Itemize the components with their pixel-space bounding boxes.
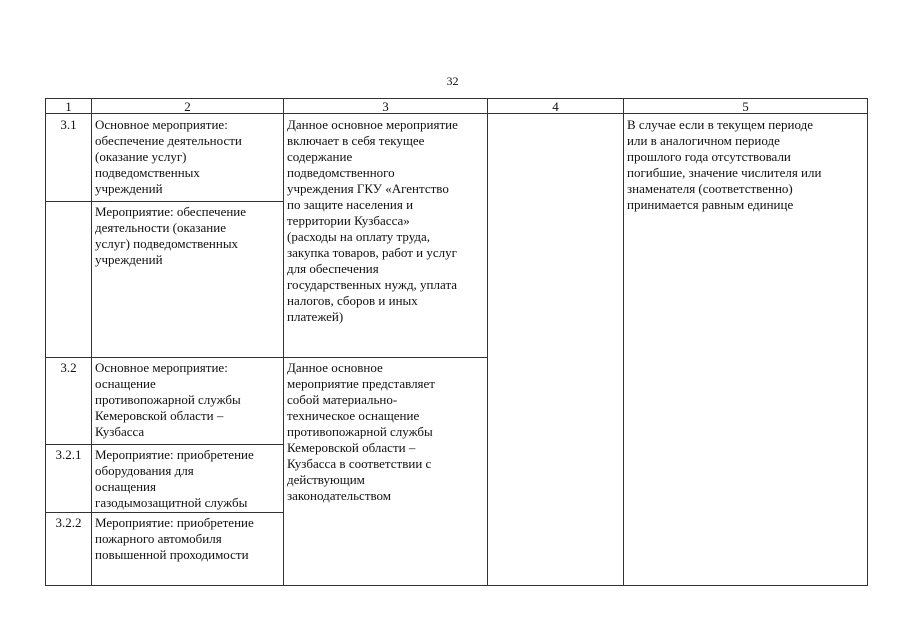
- row-number: 3.2.1: [55, 447, 82, 462]
- header-col-5: 5: [742, 99, 749, 113]
- calculation-note: В случае если в текущем периоде или в аналогичном периоде прошлого года отсутствовали погибшие, значение числителя или знаменателя (соответственно) принимается равным единице: [627, 117, 822, 212]
- table-border-bottom: [45, 585, 868, 586]
- measure-name: Мероприятие: приобретение оборудования для оснащения газодымозащитной службы: [95, 447, 254, 510]
- row-number: 3.2: [60, 360, 77, 375]
- measure-description: Данное основное мероприятие представляет собой материально- техническое оснащение противопожарной службы Кемеровской области – Кузбасса в соответствии с действующим законодательством: [287, 360, 435, 503]
- measures-table: [45, 98, 868, 586]
- measure-name: Мероприятие: обеспечение деятельности (оказание услуг) подведомственных учреждений: [95, 204, 247, 267]
- header-col-1: 1: [65, 99, 72, 113]
- col-4-cell: [488, 115, 623, 585]
- header-divider: [45, 113, 868, 114]
- measure-name: Основное мероприятие: оснащение противопожарной службы Кемеровской области – Кузбасса: [95, 360, 241, 439]
- measure-name: Основное мероприятие: обеспечение деятельности (оказание услуг) подведомственных учреждений: [95, 117, 242, 196]
- measure-name: Мероприятие: приобретение пожарного автомобиля повышенной проходимости: [95, 515, 254, 562]
- page-number: 32: [446, 74, 459, 88]
- row-number: [46, 202, 91, 357]
- table-border-right: [867, 98, 868, 586]
- measure-description: Данное основное мероприятие включает в себя текущее содержание подведомственного учреждения ГКУ «Агентство по защите населения и территории Кузбасса» (расходы на оплату труда, закупка товаров, работ и услуг для обеспечения государственных нужд, уплата налогов, сборов и иных платежей): [287, 117, 458, 324]
- row-number: 3.1: [60, 117, 77, 132]
- header-col-3: 3: [382, 99, 389, 113]
- header-col-2: 2: [184, 99, 191, 113]
- header-col-4: 4: [552, 99, 559, 113]
- row-number: 3.2.2: [55, 515, 82, 530]
